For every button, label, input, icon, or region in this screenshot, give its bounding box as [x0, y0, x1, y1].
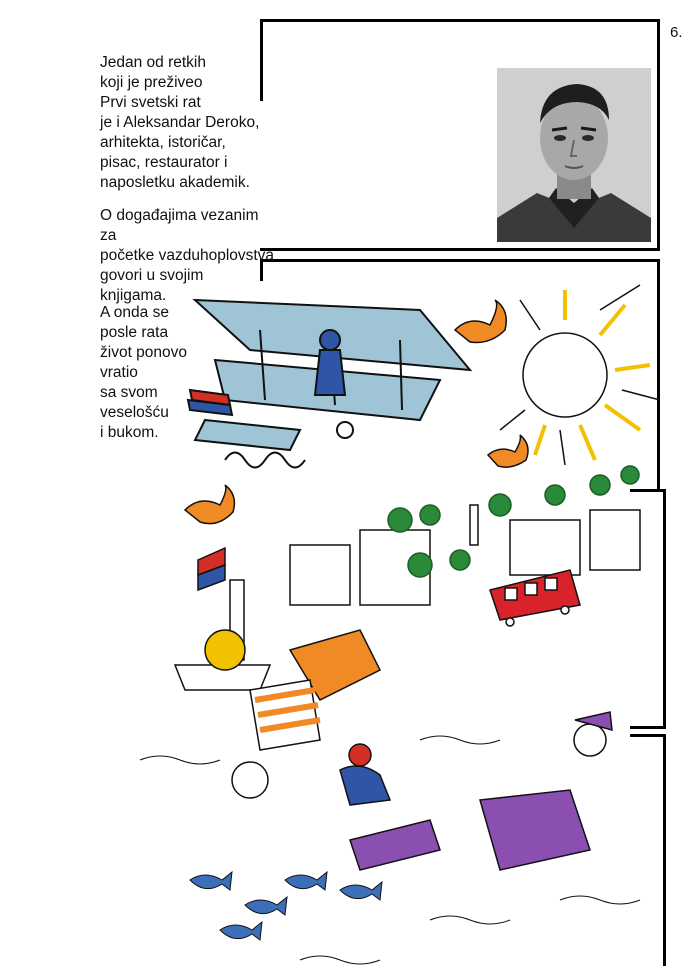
- swimmers-illustration: [232, 630, 612, 870]
- fish-illustration: [190, 872, 382, 940]
- town-illustration: [290, 466, 640, 605]
- steamboat-illustration: [175, 548, 270, 690]
- tram-illustration: [490, 570, 580, 626]
- page-number: 6.: [670, 24, 683, 41]
- intro-paragraph: Jedan od retkih koji je preživeo Prvi svetski rat je i Aleksandar Deroko, arhitekta, istoričar, pisac, restaurator i naposletku akademik.: [100, 54, 260, 191]
- postwar-paragraph: A onda se posle rata život ponovo vratio sa svom veselošću i bukom.: [100, 304, 188, 441]
- aviation-paragraph: O događajima vezanim za početke vazduhoplovstva govori u svojim knjigama.: [100, 207, 275, 304]
- biplane-illustration: [188, 300, 470, 468]
